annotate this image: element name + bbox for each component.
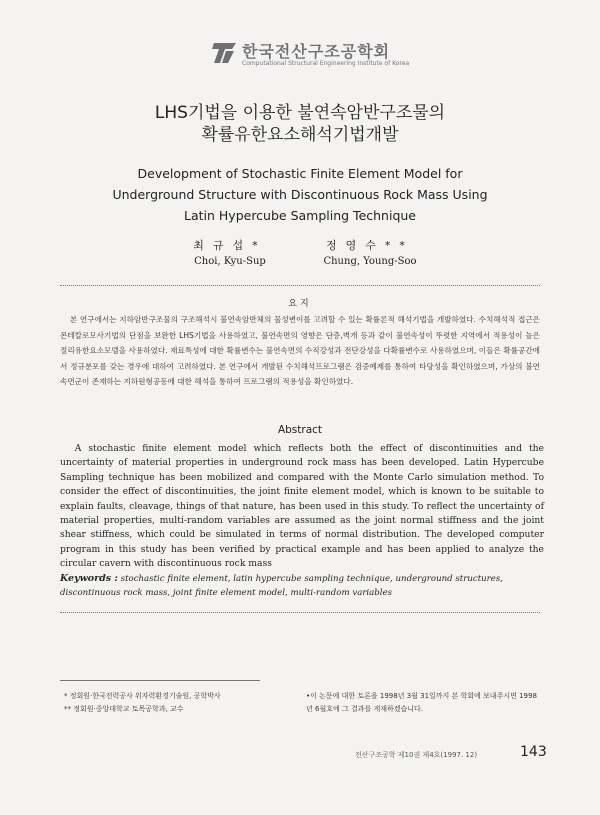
divider-top [60,285,540,286]
title-en-line3: Latin Hypercube Sampling Technique [184,208,416,223]
footnote-author-2: ** 정회원·중앙대학교 토목공학과, 교수 [64,705,184,713]
title-en-line2: Underground Structure with Discontinuous Rock Mass Using [112,187,488,202]
author-1-name-ko: 최규섭* [193,239,267,252]
title-ko-line2: 확률유한요소해석기법개발 [201,125,399,145]
page-number: 143 [520,744,547,760]
footnote-rule [60,680,260,681]
society-name-en: Computational Structural Engineering Institute of Korea [242,60,410,67]
abstract-heading: Abstract [277,424,323,436]
journal-info: 전산구조공학 제10권 제4호(1997. 12) [355,751,478,759]
title-ko-line1: LHS기법을 이용한 불연속암반구조물의 [154,103,446,123]
keywords-terms: stochastic finite element, latin hypercube sampling technique, underground structures, discontinuous rock mass, joint finite element model, multi-random variables [60,574,504,598]
author-2 [290,238,450,270]
abstract-body [60,442,544,572]
title-en-line1: Development of Stochastic Finite Element Model for [137,166,463,181]
society-name-ko: 한국전산구조공학회 [242,42,391,61]
footnote-discussion: •이 논문에 대한 토론을 1998년 3월 31일까지 본 학회에 보내주시면 1998년 6월호에 그 결과를 게재하겠습니다. [306,692,537,713]
divider-bottom [60,612,540,613]
society-header [212,38,412,72]
author-2-name-ko: 정영수** [326,239,414,252]
summary-ko-body [60,312,540,390]
author-1-name-en: Choi, Kyu-Sup [194,256,266,267]
footnote-author-1: * 정회원·한국전력공사 위자력환경기술원, 공학박사 [64,692,221,700]
keywords-label: Keywords : [60,573,118,584]
footnote-left [64,690,294,716]
society-logo-icon [212,40,238,66]
author-2-name-en: Chung, Young-Soo [323,256,417,267]
summary-ko-text: 본 연구에서는 지하암반구조물의 구조해석시 불연속암반체의 물성변이를 고려할 수 있는 확률론적 해석기법을 개발하였다. 수치해석적 접근은 몬테칼로모사기법의 단점을 보완한 LHS기법을 사용하였고, 불연속면의 영향은 단층,벽개 등과 같이 불연속성이 뚜렷한 지역에서 적용성이 높은 절리유한요소모델을 사용하였다. 재료특성에 대한 확률변수는 불연속면의 수직강성과 전단강성을 다확률변수로 사용하였으며, 이들은 확률공간에서 정규분포를 갖는 경우에 대하여 고려하였다. 본 연구에서 개발된 수치해석프로그램은 검증예제를 통하여 타당성을 확인하였으며, 가상의 불연속면군이 존재하는 지하원형공동에 대한 해석을 통하여 프로그램의 적용성을 확인하였다. [60,315,540,387]
summary-ko-heading: 요지 [288,299,312,309]
abstract-text: A stochastic finite element model which reflects both the effect of discontinuities and the uncertainty of material properties in underground rock mass has been developed. Latin Hypercube Sampling technique has been mobilized and compared with the Monte Carlo simulation method. To consider the effect of discontinuities, the joint finite element model, which is known to be suitable to explain faults, cleavage, things of that nature, has been used in this study. To reflect the uncertainty of material properties, multi-random variables are assumed as the joint normal stiffness and the joint shear stiffness, which could be simulated in terms of normal distribution. The developed computer program in this study has been verified by practical example and has been applied to analyze the circular cavern with discontinuous rock mass [60,443,544,570]
keywords [60,572,546,600]
author-1 [150,238,310,270]
